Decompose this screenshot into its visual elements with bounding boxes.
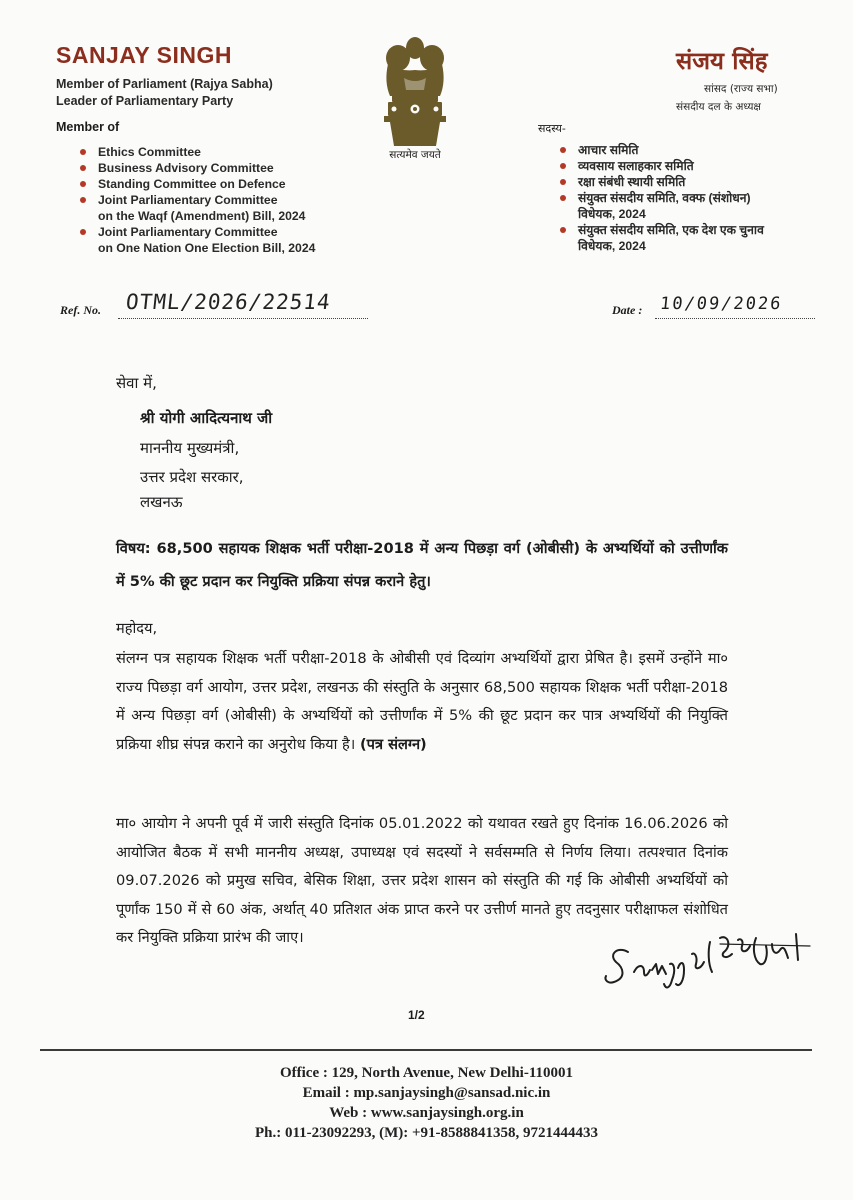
- committee-item-continued: विधेयक, 2024: [578, 239, 646, 253]
- committee-list-english: [78, 144, 338, 256]
- committee-list-hindi: [558, 142, 828, 254]
- committee-item: रक्षा संबंधी स्थायी समिति: [558, 174, 828, 190]
- member-of-label-hindi: सदस्य-: [538, 122, 566, 135]
- date-label: Date :: [612, 303, 643, 317]
- committee-item: संयुक्त संसदीय समिति, एक देश एक चुनाव: [558, 222, 828, 238]
- bullet-icon: [80, 229, 86, 235]
- committee-item: Joint Parliamentary Committee: [78, 192, 338, 208]
- addressee-name: श्री योगी आदित्यनाथ जी: [140, 409, 273, 427]
- committee-item: Ethics Committee: [78, 144, 338, 160]
- bullet-icon: [560, 163, 566, 169]
- salutation: महोदय,: [116, 620, 158, 637]
- signature-image: [600, 924, 815, 996]
- committee-item: आचार समिति: [558, 142, 828, 158]
- bullet-icon: [80, 197, 86, 203]
- footer-website: Web : www.sanjaysingh.org.in: [329, 1105, 524, 1121]
- committee-item-continued: on the Waqf (Amendment) Bill, 2024: [98, 209, 306, 223]
- title-hindi-2: संसदीय दल के अध्यक्ष: [676, 101, 761, 113]
- committee-item: व्यवसाय सलाहकार समिति: [558, 158, 828, 174]
- footer-email: Email : mp.sanjaysingh@sansad.nic.in: [302, 1085, 551, 1101]
- ref-number-handwritten: OTML/2026/22514: [124, 290, 332, 314]
- date-handwritten: 10/09/2026: [658, 294, 784, 314]
- bullet-icon: [560, 147, 566, 153]
- ref-number-label: Ref. No.: [60, 303, 101, 317]
- committee-item-continued: on One Nation One Election Bill, 2024: [98, 241, 316, 255]
- bullet-icon: [560, 227, 566, 233]
- body-paragraph-1: संलग्न पत्र सहायक शिक्षक भर्ती परीक्षा-2018 के ओबीसी एवं दिव्यांग अभ्यर्थियों द्वारा प्रेषित है। इसमें उन्होंने मा० राज्य पिछड़ा वर्ग आयोग, उत्तर प्रदेश, लखनऊ की संस्तुति के अनुसार 68,500 सहायक शिक्षक भर्ती परीक्षा-2018 में अन्य पिछड़ा वर्ग (ओबीसी) के अभ्यर्थियों को उत्तीर्णांक में 5% की छूट प्रदान कर पात्र अभ्यर्थियों की नियुक्ति प्रक्रिया शीघ्र संपन्न कराने का अनुरोध किया है। (पत्र संलग्न): [116, 650, 728, 753]
- national-emblem-icon: [374, 34, 456, 154]
- committee-item-continued: विधेयक, 2024: [578, 207, 646, 221]
- committee-item: Standing Committee on Defence: [78, 176, 338, 192]
- letter-subject: विषय: 68,500 सहायक शिक्षक भर्ती परीक्षा-2018 में अन्य पिछड़ा वर्ग (ओबीसी) के अभ्यर्थियों को उत्तीर्णांक में 5% की छूट प्रदान कर नियुक्ति प्रक्रिया संपन्न कराने हेतु।: [116, 540, 728, 590]
- title-english-2: Leader of Parliamentary Party: [56, 94, 234, 108]
- bullet-icon: [560, 195, 566, 201]
- letterhead-name-hindi: संजय सिंह: [676, 47, 768, 75]
- address-line-3: माननीय मुख्यमंत्री,: [140, 439, 240, 457]
- address-line-5: लखनऊ: [140, 493, 183, 511]
- bullet-icon: [80, 181, 86, 187]
- ref-number-underline: [118, 318, 368, 319]
- committee-item: Joint Parliamentary Committee: [78, 224, 338, 240]
- title-english-1: Member of Parliament (Rajya Sabha): [56, 77, 273, 91]
- member-of-label-english: Member of: [56, 120, 120, 134]
- date-underline: [655, 318, 815, 319]
- letterhead-name-english: SANJAY SINGH: [56, 42, 233, 68]
- title-hindi-1: सांसद (राज्य सभा): [704, 83, 778, 95]
- address-line-4: उत्तर प्रदेश सरकार,: [140, 468, 244, 486]
- committee-item: संयुक्त संसदीय समिति, वक्फ (संशोधन): [558, 190, 828, 206]
- page-number: 1/2: [408, 1008, 425, 1022]
- footer-office-address: Office : 129, North Avenue, New Delhi-110001: [279, 1065, 573, 1081]
- bullet-icon: [560, 179, 566, 185]
- address-line-1: सेवा में,: [116, 374, 157, 392]
- bullet-icon: [80, 149, 86, 155]
- emblem-motto: सत्यमेव जयते: [389, 149, 441, 161]
- committee-item: Business Advisory Committee: [78, 160, 338, 176]
- body-paragraph-2: मा० आयोग ने अपनी पूर्व में जारी संस्तुति दिनांक 05.01.2022 को यथावत रखते हुए दिनांक 16.06.2026 को आयोजित बैठक में सभी माननीय अध्यक्ष, उपाध्यक्ष एवं सदस्यों ने सर्वसम्मति से निर्णय लिया। तत्पश्चात दिनांक 09.07.2026 को प्रमुख सचिव, बेसिक शिक्षा, उत्तर प्रदेश शासन को संस्तुति की गई कि ओबीसी अभ्यर्थियों को पूर्णांक 150 में से 60 अंक, अर्थात् 40 प्रतिशत अंक प्राप्त करने पर उत्तीर्ण मानते हुए तदनुसार परीक्षाफल संशोधित कर नियुक्ति प्रक्रिया प्रारंभ की जाए।: [116, 815, 728, 946]
- enclosure-note: (पत्र संलग्न): [359, 735, 427, 753]
- footer-divider: [40, 1049, 812, 1051]
- footer-phone: Ph.: 011-23092293, (M): +91-8588841358, 9721444433: [254, 1125, 599, 1141]
- bullet-icon: [80, 165, 86, 171]
